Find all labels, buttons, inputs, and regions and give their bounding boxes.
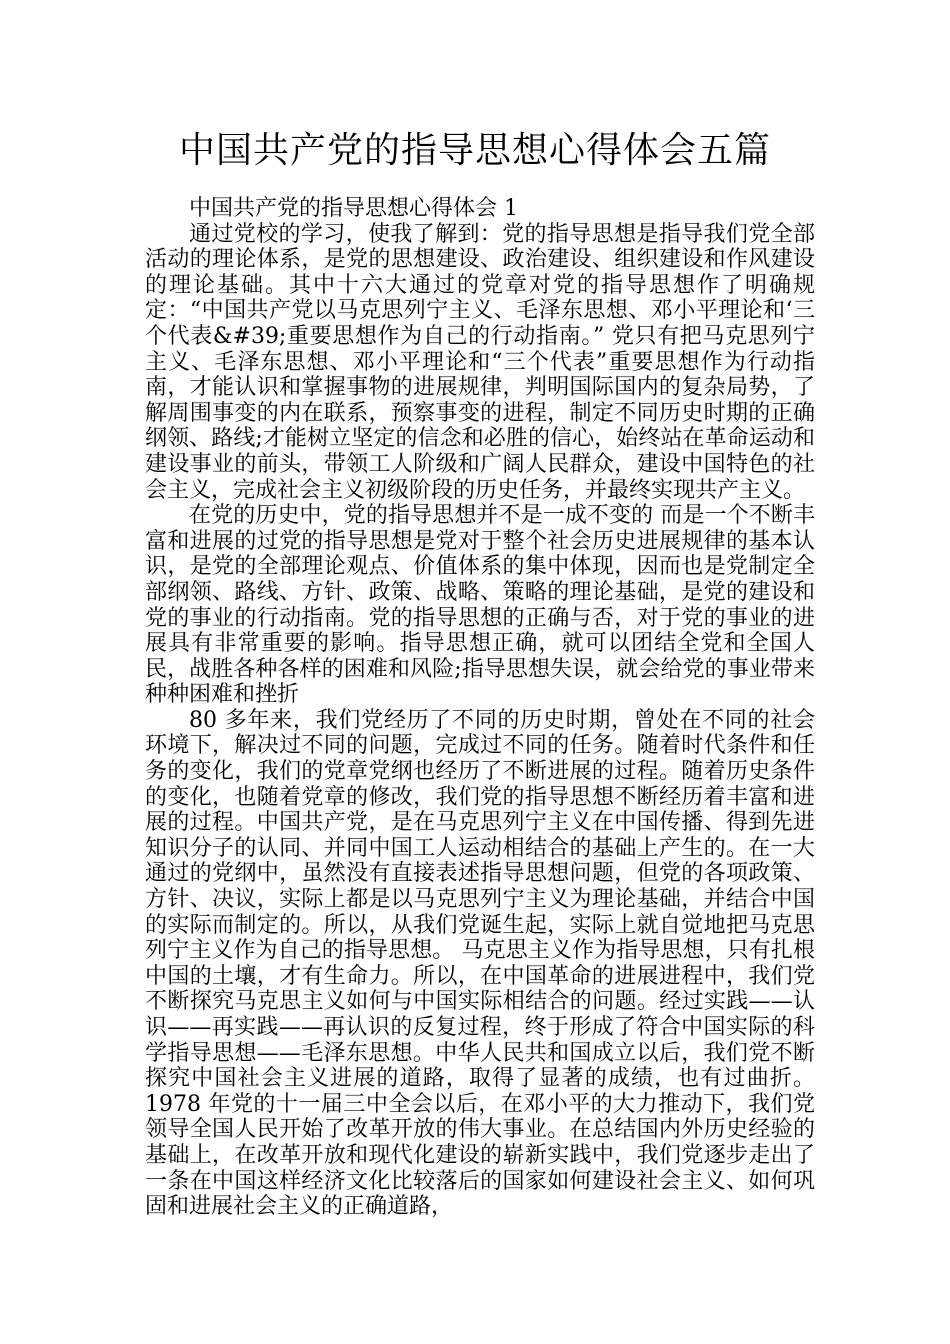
- document-body: [145, 196, 815, 1220]
- paragraph: 80 多年来，我们党经历了不同的历史时期，曾处在不同的社会环境下，解决过不同的问题，完成过不同的任务。随着时代条件和任务的变化，我们的党章党纲也经历了不断进展的过程。随着历史条件的变化，也随着党章的修改，我们党的指导思想不断经历着丰富和进展的过程。中国共产党，是在马克思列宁主义在中国传播、得到先进知识分子的认同、并同中国工人运动相结合的基础上产生的。在一大通过的党纲中，虽然没有直接表述指导思想问题，但党的各项政策、方针、决议，实际上都是以马克思列宁主义为理论基础，并结合中国的实际而制定的。所以，从我们党诞生起，实际上就自觉地把马克思列宁主义作为自己的指导思想。 马克思主义作为指导思想，只有扎根中国的土壤，才有生命力。所以，在中国革命的进展进程中，我们党不断探究马克思主义如何与中国实际相结合的问题。经过实践——认识——再实践——再认识的反复过程，终于形成了符合中国实际的科学指导思想——毛泽东思想。中华人民共和国成立以后，我们党不断探究中国社会主义进展的道路，取得了显著的成绩，也有过曲折。1978 年党的十一届三中全会以后，在邓小平的大力推动下，我们党领导全国人民开始了改革开放的伟大事业。在总结国内外历史经验的基础上，在改革开放和现代化建设的崭新实践中，我们党逐步走出了一条在中国这样经济文化比较落后的国家如何建设社会主义、如何巩固和进展社会主义的正确道路，: [145, 707, 815, 1220]
- document-title: 中国共产党的指导思想心得体会五篇: [178, 130, 771, 171]
- paragraph: 在党的历史中，党的指导思想并不是一成不变的 而是一个不断丰富和进展的过党的指导思想是党对于整个社会历史进展规律的基本认识，是党的全部理论观点、价值体系的集中体现，因而也是党制定全部纲领、路线、方针、政策、战略、策略的理论基础，是党的建设和党的事业的行动指南。党的指导思想的正确与否，对于党的事业的进展具有非常重要的影响。指导思想正确，就可以团结全党和全国人民，战胜各种各样的困难和风险;指导思想失误，就会给党的事业带来种种困难和挫折: [145, 503, 815, 708]
- section-heading: 中国共产党的指导思想心得体会 1: [189, 196, 518, 221]
- paragraph: 通过党校的学习，使我了解到：党的指导思想是指导我们党全部活动的理论体系，是党的思想建设、政治建设、组织建设和作风建设的理论基础。其中十六大通过的党章对党的指导思想作了明确规定：“中国共产党以马克思列宁主义、毛泽东思想、邓小平理论和‘三个代表&#39;重要思想作为自己的行动指南。” 党只有把马克思列宁主义、毛泽东思想、邓小平理论和“三个代表”重要思想作为行动指南，才能认识和掌握事物的进展规律，判明国际国内的复杂局势，了解周围事变的内在联系，预察事变的进程，制定不同历史时期的正确纲领、路线;才能树立坚定的信念和必胜的信心，始终站在革命运动和建设事业的前头，带领工人阶级和广阔人民群众，建设中国特色的社会主义，完成社会主义初级阶段的历史任务，并最终实现共产主义。: [145, 221, 815, 503]
